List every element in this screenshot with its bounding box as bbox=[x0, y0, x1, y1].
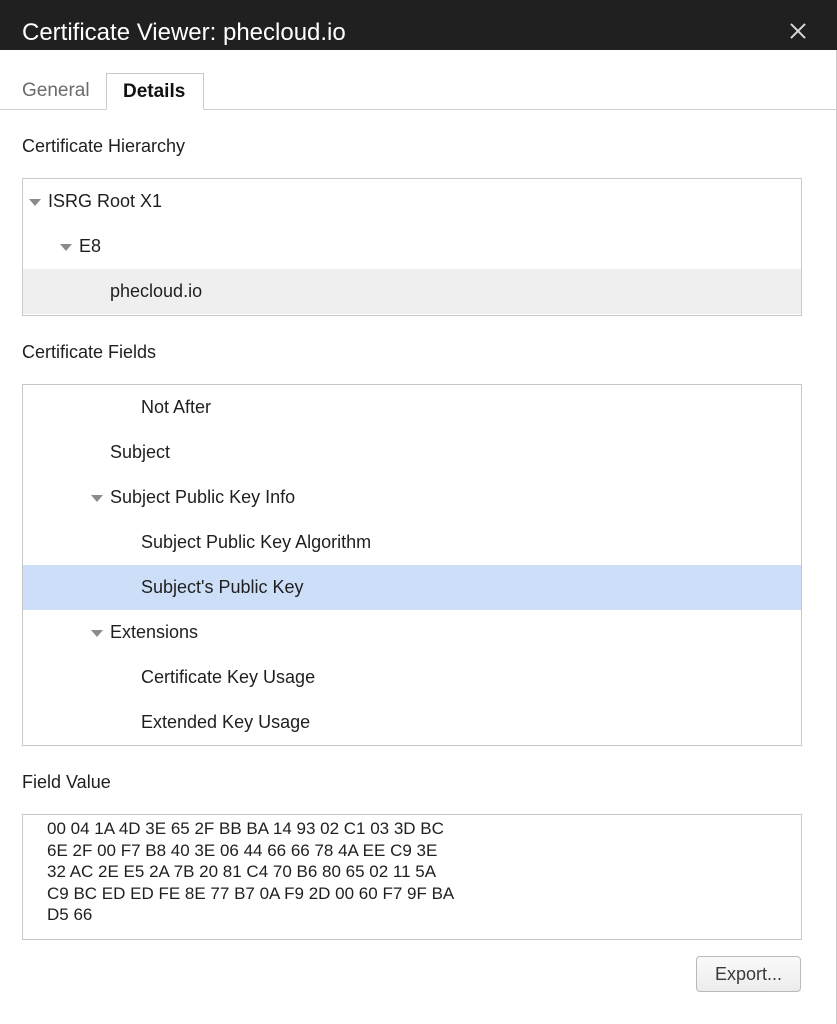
title-bar bbox=[0, 0, 837, 50]
field-item-subject[interactable] bbox=[23, 430, 801, 475]
expand-triangle-icon[interactable] bbox=[91, 630, 103, 637]
field-item-label: Subject Public Key Algorithm bbox=[141, 532, 372, 552]
tab-general[interactable]: General bbox=[22, 80, 90, 101]
field-item-subjects-public-key[interactable] bbox=[23, 565, 801, 610]
hierarchy-item-e8[interactable] bbox=[23, 224, 801, 269]
certificate-hierarchy-tree[interactable] bbox=[22, 178, 802, 316]
field-item-not-after[interactable] bbox=[23, 385, 801, 430]
expand-triangle-icon[interactable] bbox=[91, 495, 103, 502]
certificate-fields-label: Certificate Fields bbox=[22, 342, 157, 362]
hierarchy-item-label: ISRG Root X1 bbox=[48, 191, 163, 211]
field-item-label: Subject's Public Key bbox=[141, 577, 304, 597]
field-item-extended-key-usage[interactable] bbox=[23, 700, 801, 745]
hierarchy-item-label: E8 bbox=[79, 236, 102, 256]
field-item-subject-public-key-algorithm[interactable] bbox=[23, 520, 801, 565]
field-item-extensions[interactable] bbox=[23, 610, 801, 655]
field-item-label: Not After bbox=[141, 397, 212, 417]
certificate-hierarchy-label: Certificate Hierarchy bbox=[22, 136, 186, 156]
hierarchy-item-phecloud[interactable] bbox=[23, 269, 801, 314]
field-value-textarea[interactable]: 00 04 1A 4D 3E 65 2F BB BA 14 93 02 C1 03 3D BC 6E 2F 00 F7 B8 40 3E 06 44 66 66 78 4A EE C9 3E 32 AC 2E E5 2A 7B 20 81 C4 70 B6 80 65 02 11 5A C9 BC ED ED FE 8E 77 B7 0A F9 2D 00 60 F7 9F BA D5 66 bbox=[22, 814, 802, 940]
expand-triangle-icon[interactable] bbox=[60, 244, 72, 251]
hierarchy-item-isrg-root-x1[interactable] bbox=[23, 179, 801, 224]
window-title: Certificate Viewer: phecloud.io bbox=[22, 19, 346, 46]
expand-triangle-icon[interactable] bbox=[29, 199, 41, 206]
tab-bar bbox=[0, 73, 837, 110]
field-item-label: Extended Key Usage bbox=[141, 712, 311, 732]
field-item-label: Certificate Key Usage bbox=[141, 667, 316, 687]
export-button[interactable]: Export... bbox=[696, 956, 801, 992]
certificate-fields-tree[interactable] bbox=[22, 384, 802, 746]
field-item-subject-public-key-info[interactable] bbox=[23, 475, 801, 520]
hierarchy-item-label: phecloud.io bbox=[110, 281, 203, 301]
close-icon[interactable] bbox=[787, 20, 809, 42]
field-item-label: Subject bbox=[110, 442, 171, 462]
field-item-label: Extensions bbox=[110, 622, 199, 642]
field-item-certificate-key-usage[interactable] bbox=[23, 655, 801, 700]
field-item-label: Subject Public Key Info bbox=[110, 487, 296, 507]
tab-details[interactable]: Details bbox=[106, 73, 204, 110]
field-value-label: Field Value bbox=[22, 772, 111, 792]
